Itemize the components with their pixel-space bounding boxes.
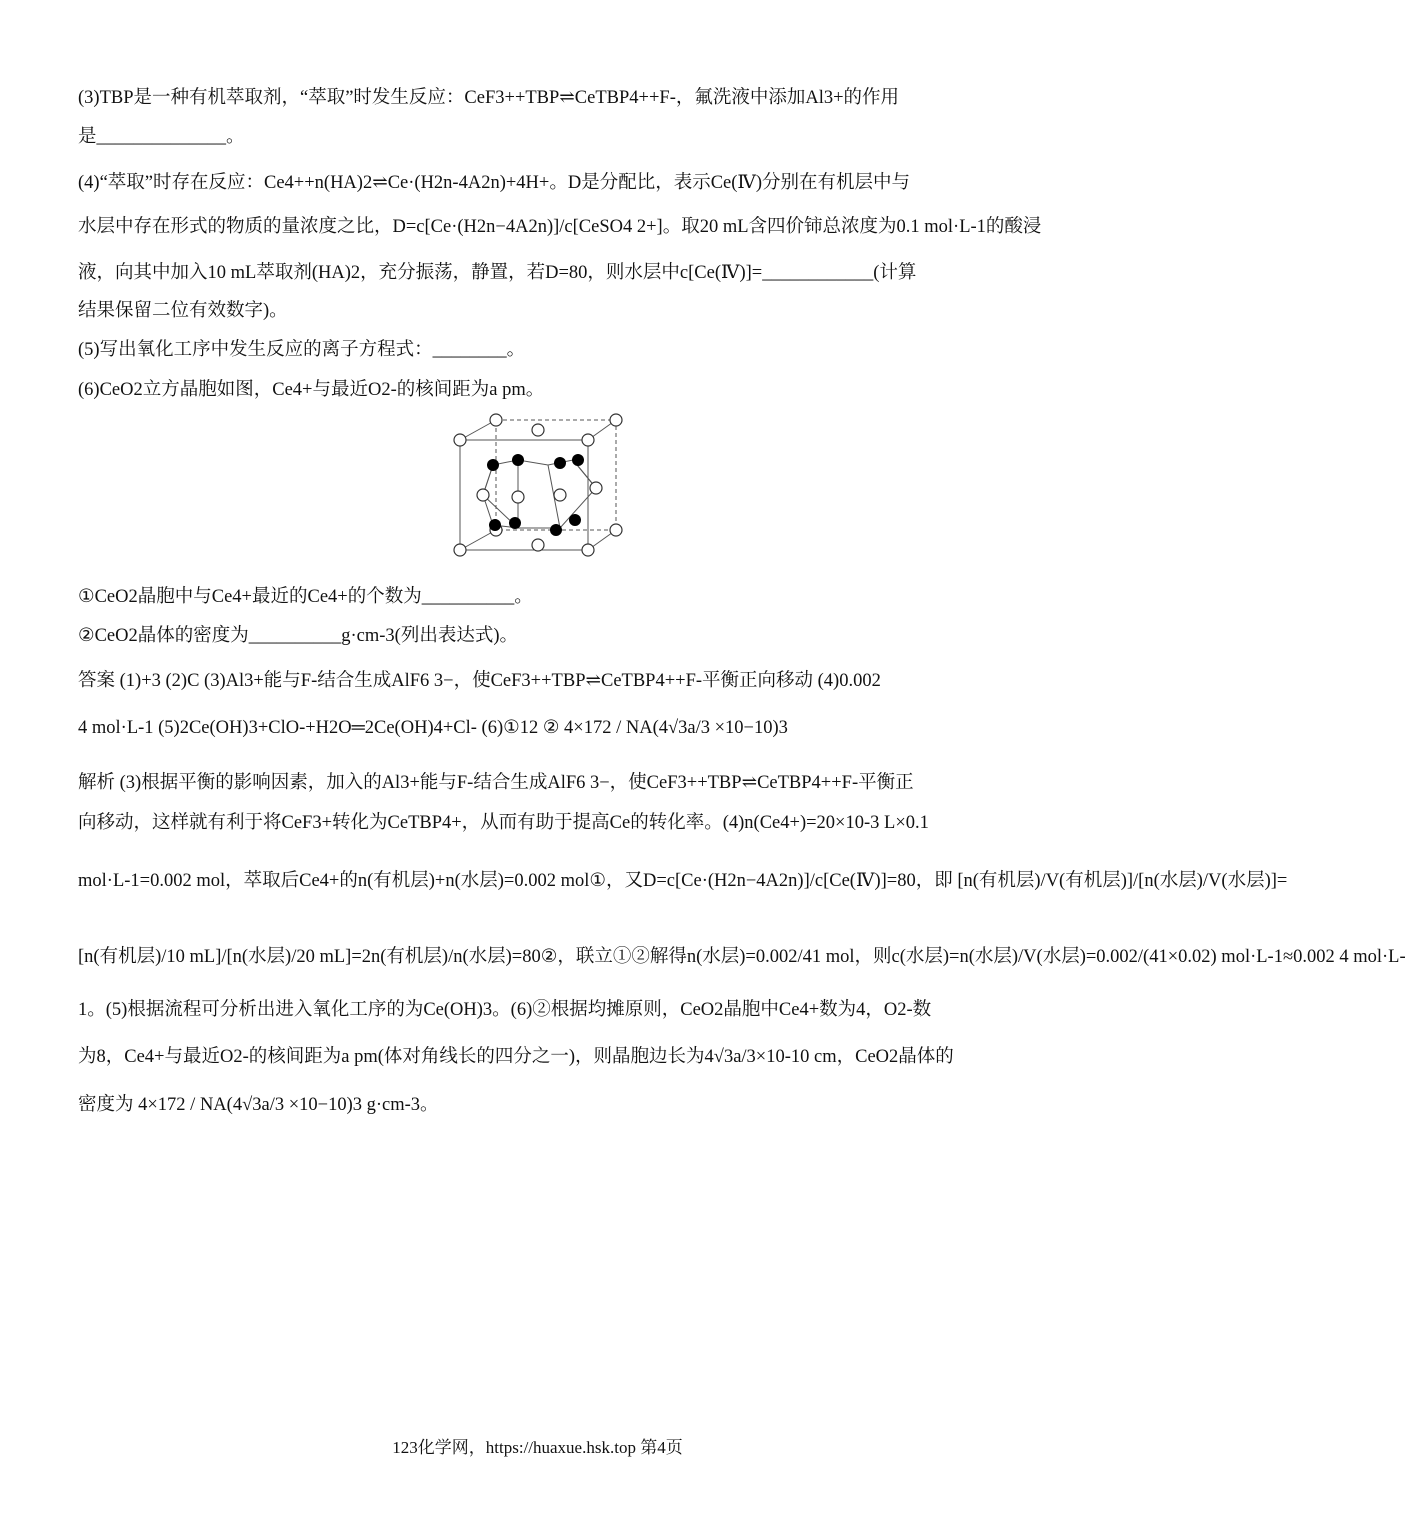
analysis-line-6: 为8，Ce4+与最近O2-的核间距为a pm(体对角线长的四分之一)，则晶胞边长为4√3a/3×10-10 cm，CeO2晶体的 bbox=[78, 1047, 954, 1067]
question-4-line-3: 液，向其中加入10 mL萃取剂(HA)2，充分振荡，静置，若D=80，则水层中c[Ce(Ⅳ)]=____________(计算 bbox=[78, 263, 917, 283]
question-4-line-1: (4)“萃取”时存在反应：Ce4++n(HA)2⇌Ce·(H2n-4A2n)+4H+。D是分配比，表示Ce(Ⅳ)分别在有机层中与 bbox=[78, 173, 911, 193]
question-5-line: (5)写出氧化工序中发生反应的离子方程式：________。 bbox=[78, 340, 526, 360]
question-4-line-4: 结果保留二位有效数字)。 bbox=[78, 301, 288, 321]
answer-line-2: 4 mol·L-1 (5)2Ce(OH)3+ClO-+H2O═2Ce(OH)4+Cl- (6)①12 ② 4×172 / NA(4√3a/3 ×10−10)3 bbox=[78, 718, 788, 738]
answer-line-1: 答案 (1)+3 (2)C (3)Al3+能与F-结合生成AlF6 3−，使CeF3++TBP⇌CeTBP4++F-平衡正向移动 (4)0.002 bbox=[78, 671, 881, 691]
question-6-line: (6)CeO2立方晶胞如图，Ce4+与最近O2-的核间距为a pm。 bbox=[78, 380, 545, 400]
question-4-line-2: 水层中存在形式的物质的量浓度之比，D=c[Ce·(H2n−4A2n)]/c[CeSO4 2+]。取20 mL含四价铈总浓度为0.1 mol·L-1的酸浸 bbox=[78, 217, 1042, 237]
question-6-sub-1: ①CeO2晶胞中与Ce4+最近的Ce4+的个数为__________。 bbox=[78, 587, 533, 607]
analysis-line-7: 密度为 4×172 / NA(4√3a/3 ×10−10)3 g·cm-3。 bbox=[78, 1095, 439, 1115]
question-3-line-1: (3)TBP是一种有机萃取剂，“萃取”时发生反应：CeF3++TBP⇌CeTBP4++F-，氟洗液中添加Al3+的作用 bbox=[78, 88, 900, 108]
analysis-line-5: 1。(5)根据流程可分析出进入氧化工序的为Ce(OH)3。(6)②根据均摊原则，CeO2晶胞中Ce4+数为4，O2-数 bbox=[78, 1000, 932, 1020]
question-3-line-2: 是______________。 bbox=[78, 127, 245, 147]
ceo2-unit-cell-diagram bbox=[448, 410, 628, 570]
analysis-line-3: mol·L-1=0.002 mol，萃取后Ce4+的n(有机层)+n(水层)=0.002 mol①，又D=c[Ce·(H2n−4A2n)]/c[Ce(Ⅳ)]=80，即 [n(有机层)/V(有机层)]/[n(水层)/V(水层)]= bbox=[78, 871, 1288, 891]
analysis-line-2: 向移动，这样就有利于将CeF3+转化为CeTBP4+，从而有助于提高Ce的转化率。(4)n(Ce4+)=20×10-3 L×0.1 bbox=[78, 813, 929, 833]
analysis-line-1: 解析 (3)根据平衡的影响因素，加入的Al3+能与F-结合生成AlF6 3−，使CeF3++TBP⇌CeTBP4++F-平衡正 bbox=[78, 773, 914, 793]
analysis-line-4: [n(有机层)/10 mL]/[n(水层)/20 mL]=2n(有机层)/n(水层)=80②，联立①②解得n(水层)=0.002/41 mol，则c(水层)=n(水层)/V(水层)=0.002/(41×0.02) mol·L-1≈0.002 4 mol·L- bbox=[78, 947, 1406, 967]
question-6-sub-2: ②CeO2晶体的密度为__________g·cm-3(列出表达式)。 bbox=[78, 626, 518, 646]
page-footer: 123化学网，https://huaxue.hsk.top 第4页 bbox=[392, 1438, 683, 1457]
